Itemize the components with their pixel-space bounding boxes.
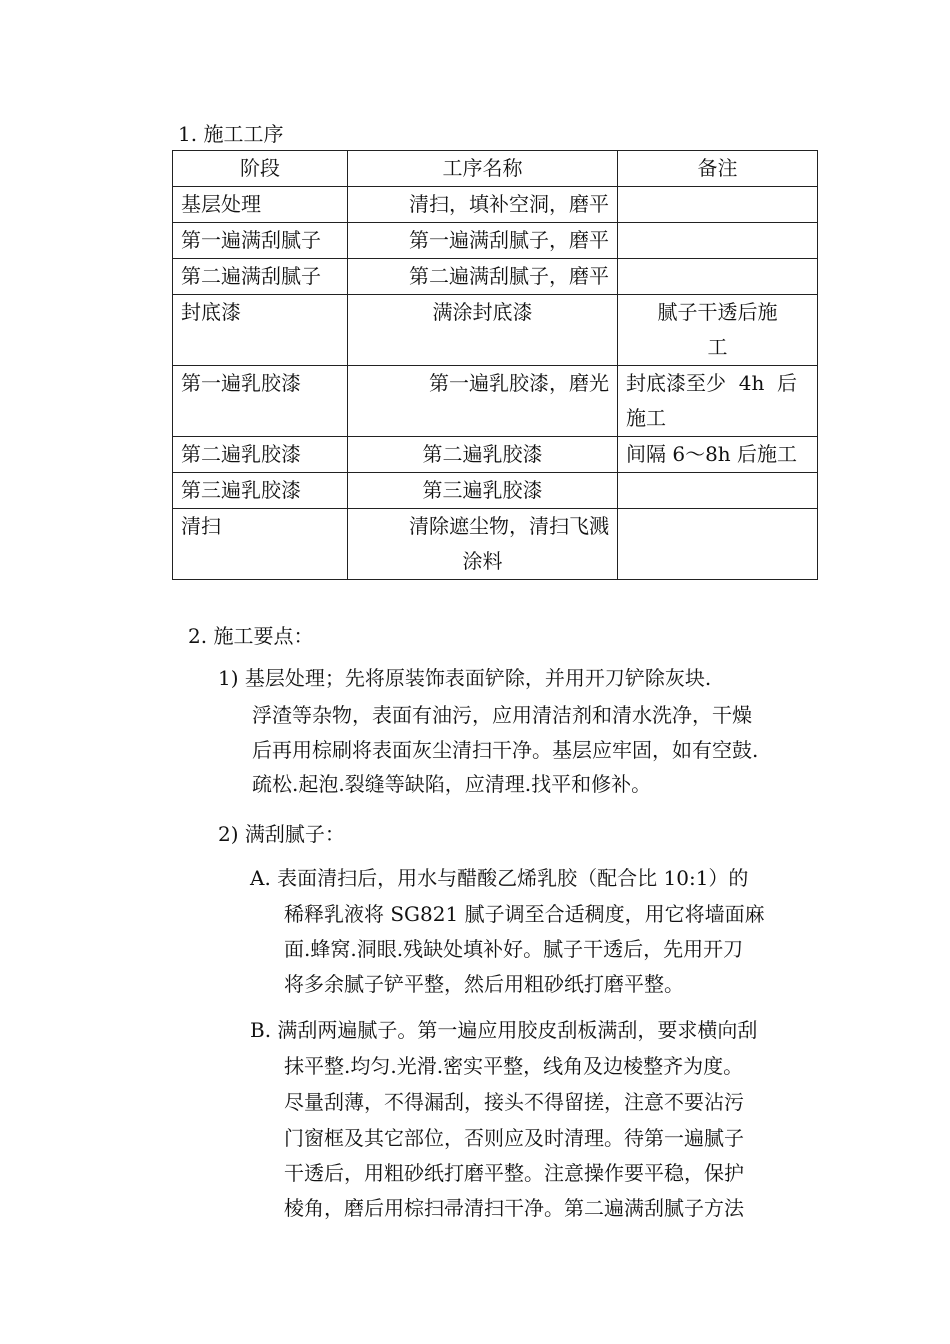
section1-heading: 1. 施工工序 — [178, 122, 284, 146]
stage-cell: 基层处理 — [173, 187, 348, 223]
process-cell: 第二遍满刮腻子，磨平 — [348, 259, 618, 295]
process-cell: 满涂封底漆 — [348, 295, 618, 366]
note-line: 封底漆至少 4h 后 — [626, 371, 798, 395]
process-cell: 清扫，填补空洞，磨平 — [348, 187, 618, 223]
note-cell — [618, 473, 818, 509]
process-cell — [348, 509, 618, 580]
subheading-putty: 2) 满刮腻子： — [218, 822, 345, 846]
table-row — [173, 187, 818, 223]
text-line: 面.蜂窝.洞眼.残缺处填补好。腻子干透后，先用开刀 — [284, 937, 744, 961]
stage-cell: 第二遍满刮腻子 — [173, 259, 348, 295]
stage-cell: 清扫 — [173, 509, 348, 580]
header-note: 备注 — [618, 151, 818, 187]
section2-heading: 2. 施工要点： — [188, 624, 314, 648]
stage-cell: 第三遍乳胶漆 — [173, 473, 348, 509]
header-stage: 阶段 — [173, 151, 348, 187]
table-row — [173, 223, 818, 259]
text-line: 将多余腻子铲平整，然后用粗砂纸打磨平整。 — [284, 972, 684, 996]
process-cell: 第二遍乳胶漆 — [348, 437, 618, 473]
text-line: 浮渣等杂物，表面有油污，应用清洁剂和清水洗净，干燥 — [252, 703, 752, 727]
table-row — [173, 509, 818, 580]
stage-cell: 第一遍满刮腻子 — [173, 223, 348, 259]
text-line: A. 表面清扫后，用水与醋酸乙烯乳胶（配合比 10:1）的 — [250, 866, 749, 890]
process-cell: 第一遍满刮腻子，磨平 — [348, 223, 618, 259]
stage-cell: 第二遍乳胶漆 — [173, 437, 348, 473]
note-line: 工 — [707, 335, 728, 359]
table-row — [173, 437, 818, 473]
table-row — [173, 366, 818, 437]
table-row — [173, 473, 818, 509]
text-line: 稀释乳液将 SG821 腻子调至合适稠度，用它将墙面麻 — [284, 902, 765, 926]
note-cell: 间隔 6〜8h 后施工 — [618, 437, 818, 473]
note-cell — [618, 223, 818, 259]
note-cell — [618, 295, 818, 366]
text-line: B. 满刮两遍腻子。第一遍应用胶皮刮板满刮，要求横向刮 — [250, 1018, 758, 1042]
note-line: 施工 — [626, 406, 666, 430]
text-line: 后再用棕刷将表面灰尘清扫干净。基层应牢固，如有空鼓. — [252, 738, 759, 762]
text-line: 门窗框及其它部位，否则应及时清理。待第一遍腻子 — [284, 1126, 744, 1150]
note-cell — [618, 366, 818, 437]
table-header-row — [173, 151, 818, 187]
table-row — [173, 295, 818, 366]
text-line: 干透后，用粗砂纸打磨平整。注意操作要平稳，保护 — [284, 1161, 744, 1185]
header-process: 工序名称 — [348, 151, 618, 187]
note-cell — [618, 187, 818, 223]
text-line: 尽量刮薄，不得漏刮，接头不得留搓，注意不要沾污 — [284, 1090, 744, 1114]
text-line: 疏松.起泡.裂缝等缺陷，应清理.找平和修补。 — [252, 772, 652, 796]
process-cell: 第一遍乳胶漆，磨光 — [348, 366, 618, 437]
process-table — [172, 150, 818, 580]
note-cell — [618, 509, 818, 580]
stage-cell: 封底漆 — [173, 295, 348, 366]
stage-cell: 第一遍乳胶漆 — [173, 366, 348, 437]
process-line: 涂料 — [462, 549, 503, 573]
note-line: 腻子干透后施 — [657, 300, 778, 324]
text-line: 抹平整.均匀.光滑.密实平整，线角及边棱整齐为度。 — [284, 1054, 744, 1078]
process-line: 清除遮尘物，清扫飞溅 — [409, 514, 609, 538]
note-cell — [618, 259, 818, 295]
text-line: 1) 基层处理；先将原装饰表面铲除，并用开刀铲除灰块. — [218, 666, 712, 690]
text-line: 棱角，磨后用棕扫帚清扫干净。第二遍满刮腻子方法 — [284, 1196, 744, 1220]
process-cell: 第三遍乳胶漆 — [348, 473, 618, 509]
table-row — [173, 259, 818, 295]
